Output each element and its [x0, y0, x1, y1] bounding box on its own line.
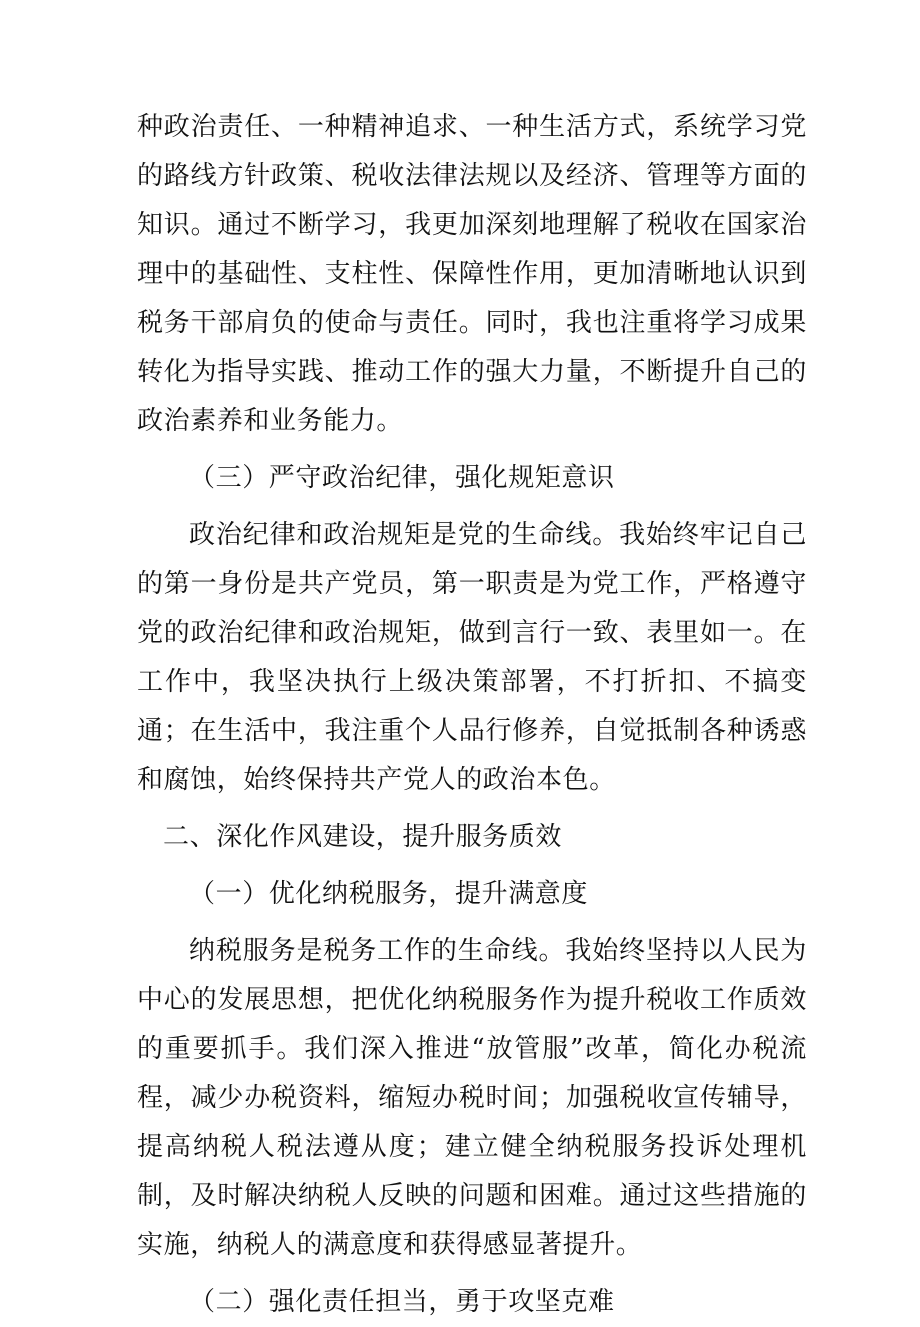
paragraph-tax-service: 纳税服务是税务工作的生命线。我始终坚持以人民为中心的发展思想，把优化纳税服务作为提升税收工作质效的重要抓手。我们深入推进“放管服”改革，简化办税流程，减少办税资料，缩短办税时间；加强税收宣传辅导，提高纳税人税法遵从度；建立健全纳税服务投诉处理机制，及时解决纳税人反映的问题和困难。通过这些措施的实施，纳税人的满意度和获得感显著提升。 [137, 936, 807, 1260]
document-body [137, 103, 807, 1327]
subheading-responsibility: （二）强化责任担当，勇于攻坚克难 [189, 1287, 615, 1317]
spacer [137, 919, 807, 927]
subheading-political-discipline: （三）严守政治纪律，强化规矩意识 [189, 463, 615, 493]
paragraph-study: 种政治责任、一种精神追求、一种生活方式，系统学习党的路线方针政策、税收法律法规以及经济、管理等方面的知识。通过不断学习，我更加深刻地理解了税收在国家治理中的基础性、支柱性、保障性作用，更加清晰地认识到税务干部肩负的使命与责任。同时，我也注重将学习成果转化为指导实践、推动工作的强大力量，不断提升自己的政治素养和业务能力。 [137, 112, 807, 436]
paragraph-political-discipline: 政治纪律和政治规矩是党的生命线。我始终牢记自己的第一身份是共产党员，第一职责是为党工作，严格遵守党的政治纪律和政治规矩，做到言行一致、表里如一。在工作中，我坚决执行上级决策部署，不打折扣、不搞变通；在生活中，我注重个人品行修养，自觉抵制各种诱惑和腐蚀，始终保持共产党人的政治本色。 [137, 520, 807, 795]
spacer [137, 1270, 807, 1278]
spacer [137, 446, 807, 454]
subheading-tax-service: （一）优化纳税服务，提升满意度 [189, 879, 589, 909]
spacer [137, 805, 807, 813]
spacer [137, 862, 807, 870]
heading-work-style: 二、深化作风建设，提升服务质效 [163, 822, 563, 852]
spacer [137, 503, 807, 511]
